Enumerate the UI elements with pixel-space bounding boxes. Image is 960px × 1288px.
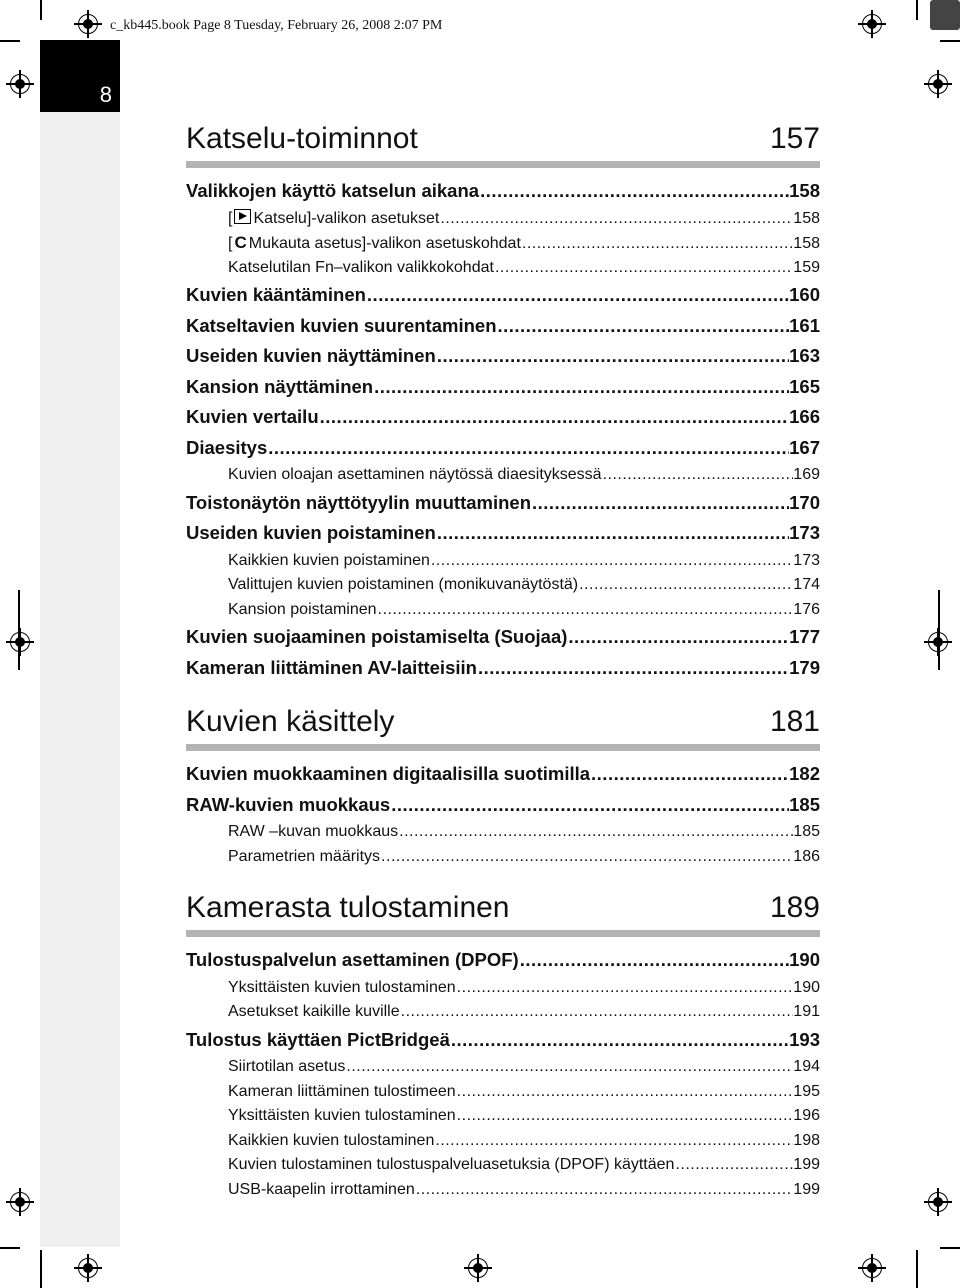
toc-entry-page: 195 (793, 1082, 820, 1100)
toc-entry[interactable] (186, 790, 820, 821)
dot-leader (675, 1153, 793, 1178)
toc-entry-page: 190 (789, 949, 820, 970)
toc-entry[interactable] (186, 372, 820, 403)
toc-entry-title (228, 976, 457, 1001)
toc-entry[interactable] (186, 1080, 820, 1105)
toc-entry[interactable] (186, 280, 820, 311)
entry-label: Kameran liittäminen AV-laitteisiin (186, 656, 477, 678)
print-header: c_kb445.book Page 8 Tuesday, February 26, 2008 2:07 PM (110, 18, 443, 33)
toc-entry-page: 159 (793, 258, 820, 276)
toc-entry-title (186, 176, 480, 207)
entry-label: Kuvien suojaaminen poistamiselta (Suojaa) (186, 626, 568, 647)
toc-entry-list (186, 759, 820, 869)
dot-leader (495, 256, 793, 281)
section-rule (186, 930, 820, 937)
entry-label: Kuvien oloajan asettaminen näytössä diaesityksessä (228, 466, 602, 483)
registration-mark-icon (858, 10, 886, 38)
registration-mark-icon (858, 1254, 886, 1282)
toc-entry-title (186, 488, 532, 519)
toc-entry[interactable] (186, 976, 820, 1001)
dot-leader (268, 433, 789, 464)
toc-entry[interactable] (186, 463, 820, 488)
dot-leader (381, 845, 793, 870)
toc-entry-page: 182 (789, 763, 820, 784)
toc-entry[interactable] (186, 518, 820, 549)
toc-entry-page: 166 (789, 406, 820, 427)
crop-mark (40, 1250, 42, 1288)
entry-label: Katselutilan Fn–valikon valikkokohdat (228, 258, 494, 276)
toc-entry-list (186, 945, 820, 1202)
toc-entry-title (228, 1129, 435, 1154)
toc-entry-title (186, 1025, 451, 1056)
entry-prefix: [ (228, 235, 233, 252)
entry-label: Kuvien vertailu (186, 406, 319, 427)
toc-entry-page: 191 (793, 1003, 820, 1020)
toc-entry[interactable] (186, 1153, 820, 1178)
toc-entry[interactable] (186, 1129, 820, 1154)
page-number: 8 (99, 82, 112, 107)
page-tab (40, 40, 120, 112)
toc-entry-title (186, 433, 268, 464)
entry-label: Yksittäisten kuvien tulostaminen (228, 1107, 456, 1124)
section-page-number: 181 (769, 705, 820, 738)
entry-label: Valikkojen käyttö katselun aikana (186, 180, 480, 201)
toc-entry-page: 198 (793, 1131, 820, 1149)
dot-leader (579, 573, 793, 598)
toc-entry-list (186, 176, 820, 683)
toc-entry[interactable] (186, 488, 820, 519)
toc-entry-title (228, 573, 579, 598)
registration-mark-icon (924, 70, 952, 98)
toc-entry-page: 177 (789, 626, 820, 647)
toc-entry-page: 185 (789, 793, 820, 815)
table-of-contents (186, 100, 820, 1202)
dot-leader (391, 790, 789, 821)
entry-label: Tulostuspalvelun asettaminen (DPOF) (186, 949, 519, 970)
dot-leader (367, 280, 789, 311)
toc-entry-page: 165 (789, 375, 820, 397)
toc-entry[interactable] (186, 176, 820, 207)
dot-leader (320, 402, 789, 433)
section-title: Kamerasta tulostaminen (186, 891, 510, 924)
entry-label: Katselu]-valikon asetukset (253, 209, 440, 227)
entry-label: Tulostus käyttäen PictBridgeä (186, 1028, 450, 1050)
side-margin-band (40, 112, 120, 1247)
entry-label: Kameran liittäminen tulostimeen (228, 1082, 456, 1100)
section-rule (186, 744, 820, 751)
dot-leader (374, 372, 789, 403)
toc-entry-page: 161 (789, 314, 820, 336)
toc-entry-title (186, 518, 437, 549)
toc-entry[interactable] (186, 1000, 820, 1025)
toc-entry-page: 163 (789, 345, 820, 366)
toc-entry-title (228, 1055, 346, 1080)
registration-mark-icon (6, 628, 34, 656)
crop-mark (940, 40, 960, 42)
toc-entry-page: 193 (789, 1028, 820, 1050)
toc-entry-title (228, 549, 431, 574)
entry-label: Kuvien tulostaminen tulostuspalveluasetuksia (DPOF) käyttäen (228, 1156, 675, 1173)
toc-entry-title (228, 1153, 675, 1178)
registration-mark-icon (464, 1254, 492, 1282)
toc-entry-page: 173 (789, 522, 820, 543)
entry-prefix: [ (228, 209, 233, 227)
toc-entry[interactable] (186, 598, 820, 623)
toc-entry-title (228, 1104, 457, 1129)
entry-label: Kansion poistaminen (228, 600, 377, 618)
dot-leader (457, 976, 794, 1001)
dot-leader (603, 463, 794, 488)
section-page-number: 157 (769, 122, 820, 155)
toc-entry-page: 186 (793, 847, 820, 865)
toc-entry-title (186, 945, 520, 976)
toc-entry-page: 169 (793, 466, 820, 483)
section-title: Kuvien käsittely (186, 705, 395, 738)
toc-entry[interactable] (186, 1178, 820, 1203)
dot-leader (435, 1129, 793, 1154)
registration-mark-icon (74, 1254, 102, 1282)
toc-entry-title (228, 598, 378, 623)
toc-entry[interactable] (186, 1055, 820, 1080)
section-rule (186, 161, 820, 168)
toc-entry-page: 176 (793, 600, 820, 618)
entry-label: Diaesitys (186, 436, 268, 458)
crop-mark (40, 0, 42, 20)
toc-entry-title (228, 463, 603, 488)
entry-label: Kuvien muokkaaminen digitaalisilla suotimilla (186, 763, 591, 784)
dot-leader (480, 176, 789, 207)
toc-entry[interactable] (186, 653, 820, 684)
toc-entry-title (228, 820, 399, 845)
dot-leader (568, 622, 789, 653)
toc-entry-page: 170 (789, 491, 820, 513)
play-icon (234, 209, 251, 224)
toc-entry-title (186, 653, 478, 684)
toc-entry-title (186, 402, 320, 433)
dot-leader (478, 653, 789, 684)
entry-label: Kansion näyttäminen (186, 375, 374, 397)
toc-entry-title (186, 622, 568, 653)
entry-label: RAW-kuvien muokkaus (186, 793, 391, 815)
toc-entry-page: 185 (793, 823, 820, 840)
entry-label: Katseltavien kuvien suurentaminen (186, 314, 497, 336)
toc-entry-page: 199 (793, 1156, 820, 1173)
dot-leader (532, 488, 789, 519)
toc-entry-title (228, 845, 381, 870)
entry-label: Useiden kuvien poistaminen (186, 522, 436, 543)
toc-section-heading (186, 100, 820, 168)
crop-mark (0, 1247, 20, 1249)
toc-entry[interactable] (186, 231, 820, 256)
toc-entry[interactable] (186, 207, 820, 232)
entry-label: Asetukset kaikille kuville (228, 1003, 400, 1020)
entry-label: Kuvien kääntäminen (186, 284, 366, 305)
crop-mark (0, 40, 20, 42)
entry-label: Yksittäisten kuvien tulostaminen (228, 978, 456, 996)
dot-leader (416, 1178, 794, 1203)
dot-leader (522, 232, 793, 256)
toc-entry[interactable] (186, 341, 820, 372)
toc-entry-title (228, 1178, 416, 1203)
dot-leader (378, 598, 794, 623)
toc-entry[interactable] (186, 759, 820, 790)
dot-leader (346, 1055, 793, 1080)
registration-mark-icon (74, 10, 102, 38)
dot-leader (591, 759, 789, 790)
toc-entry-page: 196 (793, 1107, 820, 1124)
dot-leader (440, 207, 793, 232)
toc-entry[interactable] (186, 311, 820, 342)
toc-entry-page: 190 (793, 978, 820, 996)
toc-entry[interactable] (186, 622, 820, 653)
toc-entry[interactable] (186, 573, 820, 598)
toc-entry-title (228, 1080, 457, 1105)
section-page-number: 189 (769, 891, 820, 924)
toc-section-heading (186, 683, 820, 751)
crop-mark (940, 1247, 960, 1249)
crop-mark (916, 0, 918, 20)
toc-entry[interactable] (186, 1025, 820, 1056)
toc-entry[interactable] (186, 1104, 820, 1129)
registration-mark-icon (924, 1188, 952, 1216)
dot-leader (520, 945, 789, 976)
entry-label: Valittujen kuvien poistaminen (monikuvanäytöstä) (228, 576, 579, 593)
toc-entry-page: 158 (793, 235, 820, 252)
toc-entry[interactable] (186, 402, 820, 433)
crop-mark (916, 1250, 918, 1288)
toc-entry-title (186, 759, 591, 790)
entry-label: Siirtotilan asetus (228, 1058, 346, 1075)
entry-label: Mukauta asetus]-valikon asetuskohdat (248, 235, 521, 252)
dot-leader (431, 549, 793, 574)
toc-entry-title (186, 280, 367, 311)
section-title: Katselu-toiminnot (186, 122, 418, 155)
toc-entry-title (228, 256, 495, 281)
corner-mark (930, 0, 960, 30)
toc-entry-page: 158 (789, 180, 820, 201)
toc-entry-page: 179 (789, 656, 820, 678)
entry-label: Kaikkien kuvien poistaminen (228, 551, 430, 569)
toc-entry[interactable] (186, 433, 820, 464)
registration-mark-icon (6, 1188, 34, 1216)
toc-entry-page: 160 (789, 284, 820, 305)
toc-entry[interactable] (186, 945, 820, 976)
toc-entry-title (186, 341, 437, 372)
toc-entry-title (228, 231, 522, 256)
custom-c-icon: C (234, 233, 247, 252)
entry-label: Parametrien määritys (228, 847, 381, 865)
dot-leader (437, 341, 789, 372)
dot-leader (457, 1080, 794, 1105)
toc-section-heading (186, 869, 820, 937)
registration-mark-icon (924, 628, 952, 656)
dot-leader (437, 518, 789, 549)
entry-label: RAW –kuvan muokkaus (228, 823, 399, 840)
entry-label: USB-kaapelin irrottaminen (228, 1180, 415, 1198)
dot-leader (401, 1000, 794, 1025)
toc-entry[interactable] (186, 845, 820, 870)
dot-leader (498, 311, 790, 342)
entry-label: Useiden kuvien näyttäminen (186, 345, 436, 366)
toc-entry-title (186, 790, 391, 821)
toc-entry-title (228, 1000, 401, 1025)
toc-entry-title (186, 311, 498, 342)
toc-entry-page: 158 (793, 209, 820, 227)
toc-entry[interactable] (186, 256, 820, 281)
entry-label: Toistonäytön näyttötyylin muuttaminen (186, 491, 531, 513)
toc-entry-page: 194 (793, 1058, 820, 1075)
toc-entry-page: 174 (793, 576, 820, 593)
toc-entry-page: 173 (793, 551, 820, 569)
registration-mark-icon (6, 70, 34, 98)
toc-entry-page: 199 (793, 1180, 820, 1198)
entry-label: Kaikkien kuvien tulostaminen (228, 1131, 435, 1149)
dot-leader (399, 820, 793, 845)
toc-entry-title (186, 372, 374, 403)
toc-entry[interactable] (186, 549, 820, 574)
toc-entry-title (228, 207, 440, 232)
toc-entry-page: 167 (789, 436, 820, 458)
dot-leader (457, 1104, 794, 1129)
dot-leader (451, 1025, 789, 1056)
toc-entry[interactable] (186, 820, 820, 845)
